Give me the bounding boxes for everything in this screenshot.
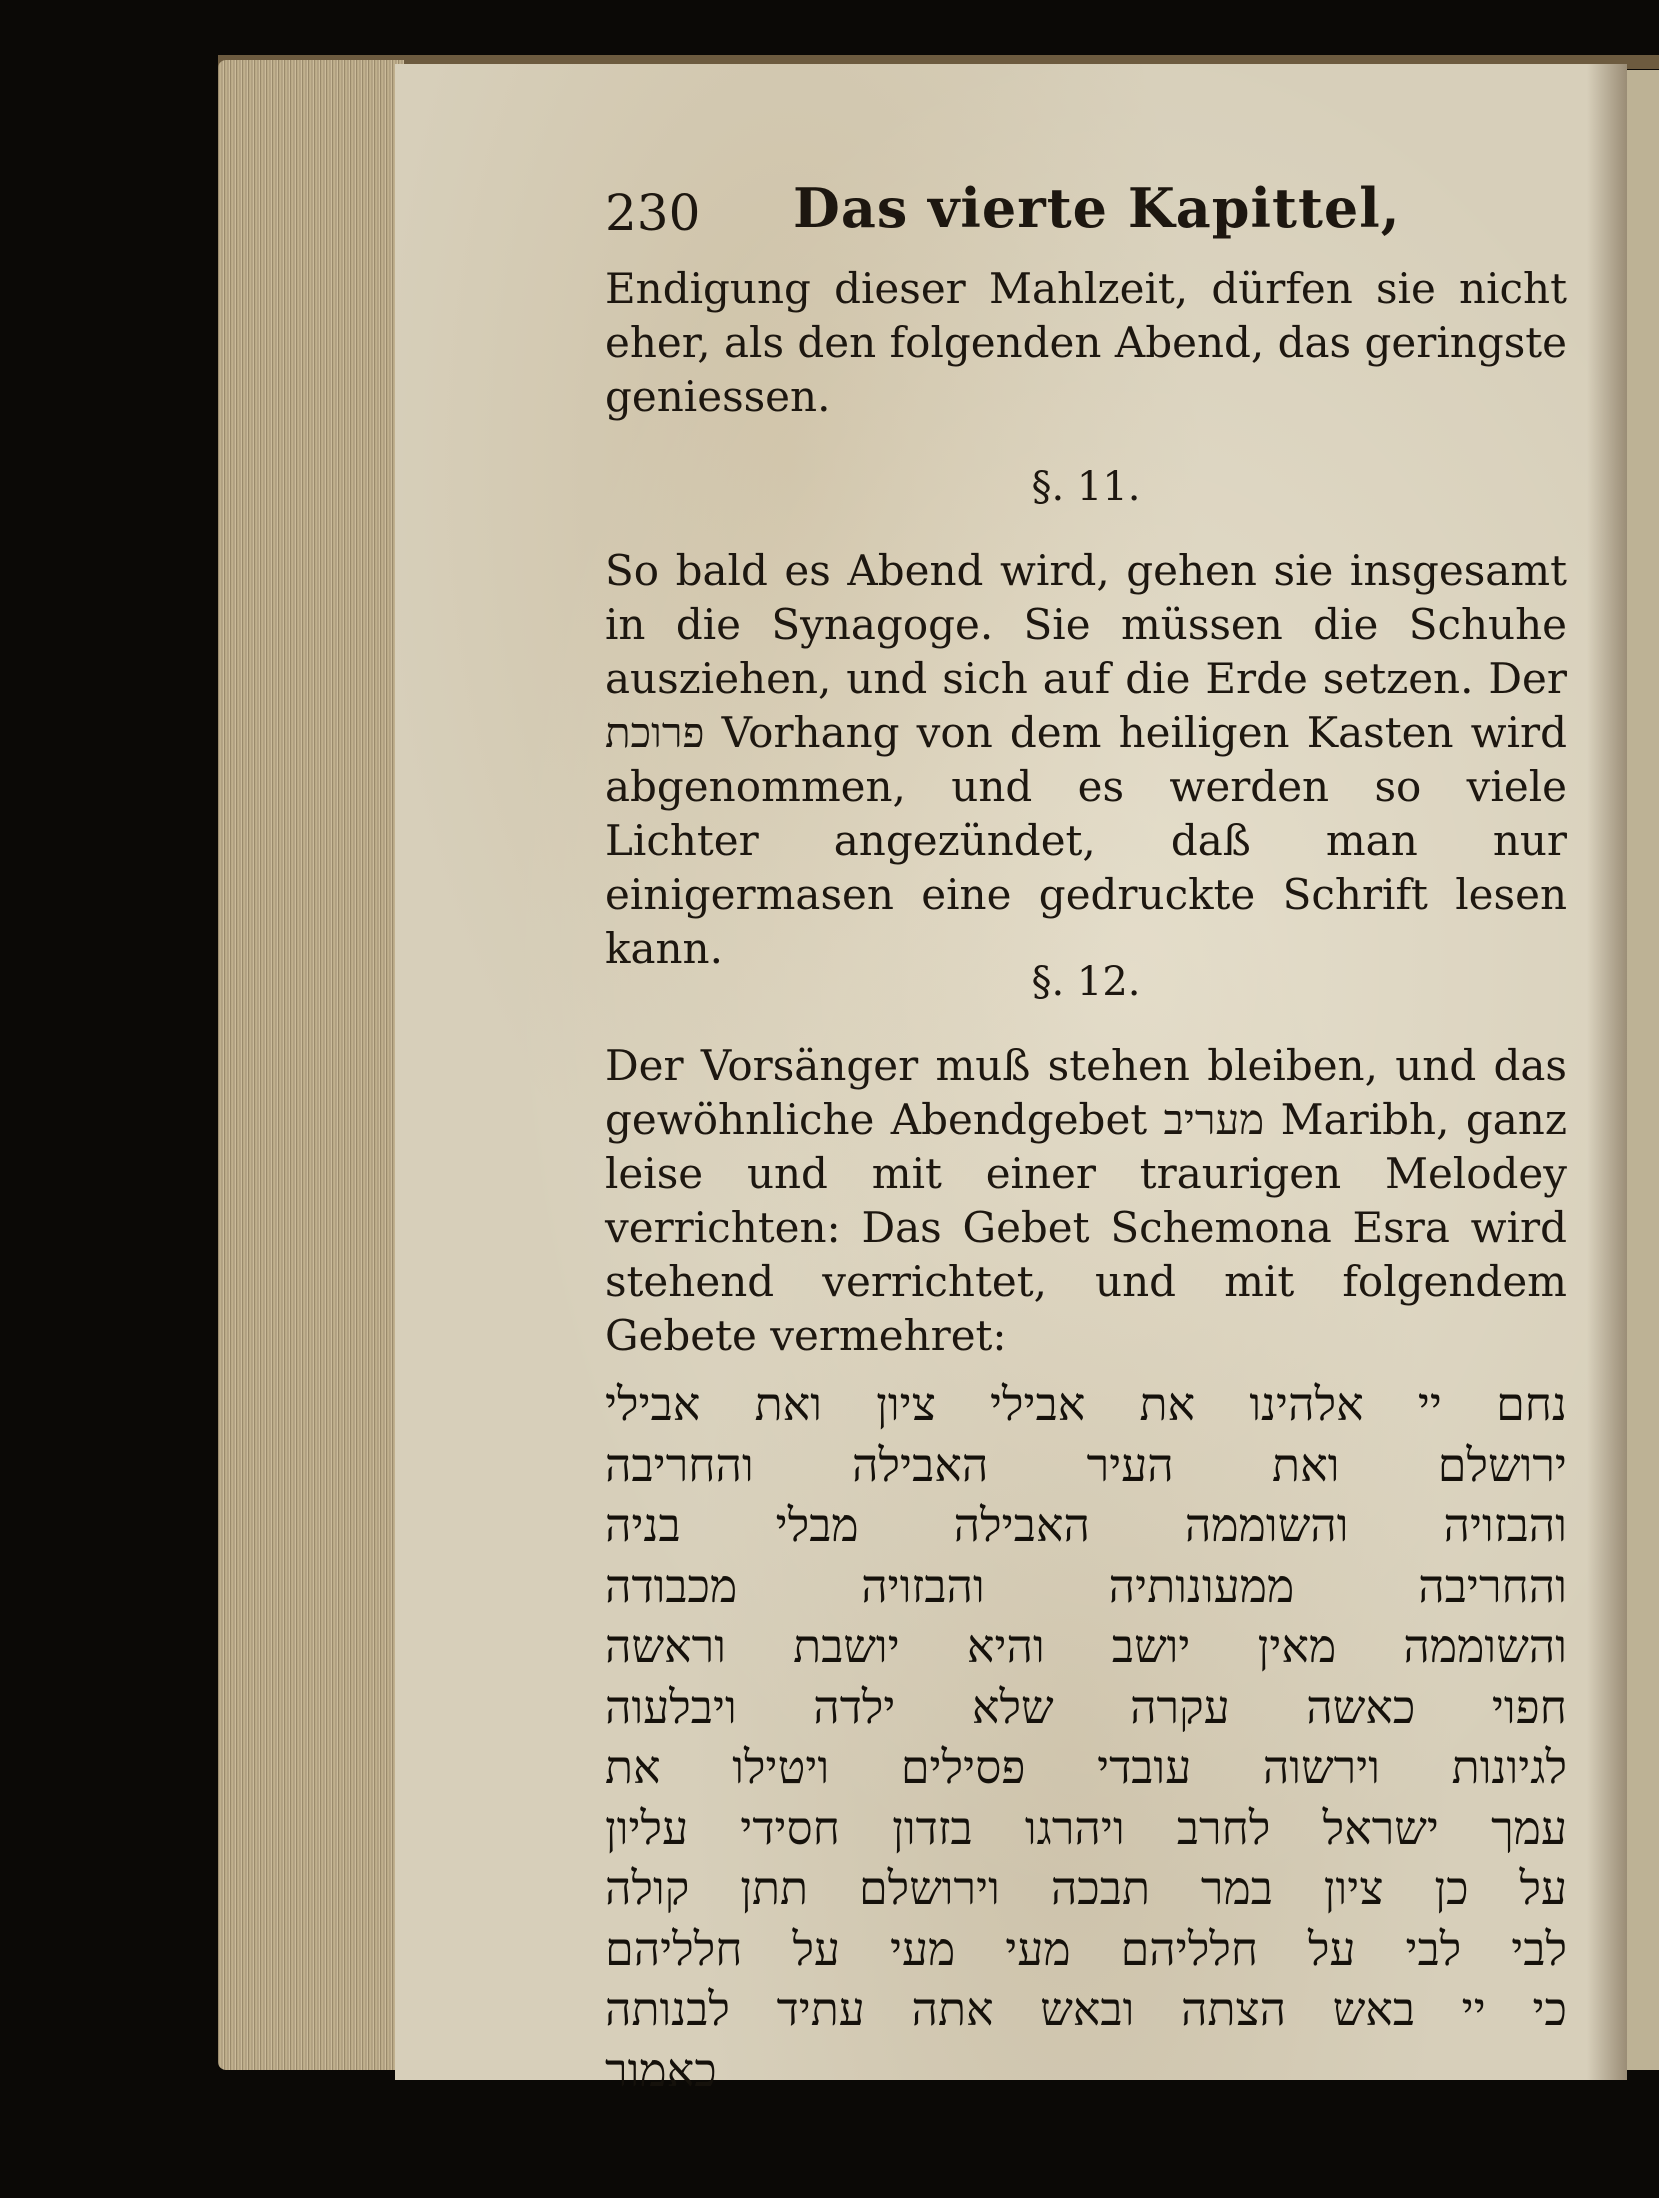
section-12-text: Der Vorsänger muß stehen bleiben, und das gewöhnliche Abendgebet מעריב Maribh, ganz leise und mit einer traurigen Melodey verrichten: Das Gebet Schemona Esra wird stehend verrichtet, und mit folgendem Gebete vermehret: [605,1041,1567,1360]
section-11-mark: §. 11. [1031,464,1141,510]
running-head [605,172,1565,252]
hebrew-prayer [605,1374,1567,2100]
hebrew-line: כי יי באש הצתה ובאש אתה עתיד לבנותה [605,1982,1567,2036]
section-12-mark: §. 12. [1031,959,1141,1005]
hebrew-line: והשוממה מאין יושב והיא יושבת וראשה [605,1619,1567,1673]
hebrew-line: והבזויה והשוממה האבילה מבלי בניה [605,1498,1567,1552]
hebrew-line: נחם יי אלהינו את אבילי ציון ואת אבילי [605,1377,1567,1431]
hebrew-line: והחריבה ממעונותיה והבזויה מכבודה [605,1558,1567,1613]
hebrew-line-last: כאמור [605,2042,717,2097]
book-page [395,64,1627,2097]
chapter-title: Das vierte Kapittel, [793,176,1401,240]
section-11-text: So bald es Abend wird, gehen sie insgesamt in die Synagoge. Sie müssen die Schuhe ausziehen, und sich auf die Erde setzen. Der פרוכת Vorhang von dem heiligen Kasten wird abgenommen, und es werden so viele Lichter angezündet, daß man nur einigermasen eine gedruckte Schrift lesen kann. [605,546,1567,973]
page-number: 230 [605,184,701,242]
facing-page-edge [1622,70,1659,2070]
hebrew-line: חפוי כאשה עקרה שלא ילדה ויבלעוה [605,1679,1567,1734]
hebrew-line: עמך ישראל לחרב ויהרגו בזדון חסידי עליון [605,1800,1567,1855]
hebrew-line: לבי לבי על חלליהם מעי מעי על חלליהם [605,1921,1567,1976]
page-gutter-shadow [1587,64,1627,2080]
hebrew-line: לגיונות וירשוה עובדי פסילים ויטילו את [605,1740,1567,1794]
continued-paragraph: Endigung dieser Mahlzeit, dürfen sie nicht eher, als den folgenden Abend, das geringste geniessen. [605,264,1567,421]
page-edges [218,60,404,2070]
hebrew-line: ירושלם ואת העיר האבילה והחריבה [605,1437,1567,1492]
hebrew-line: על כן ציון במר תבכה וירושלם תתן קולה [605,1861,1567,1915]
